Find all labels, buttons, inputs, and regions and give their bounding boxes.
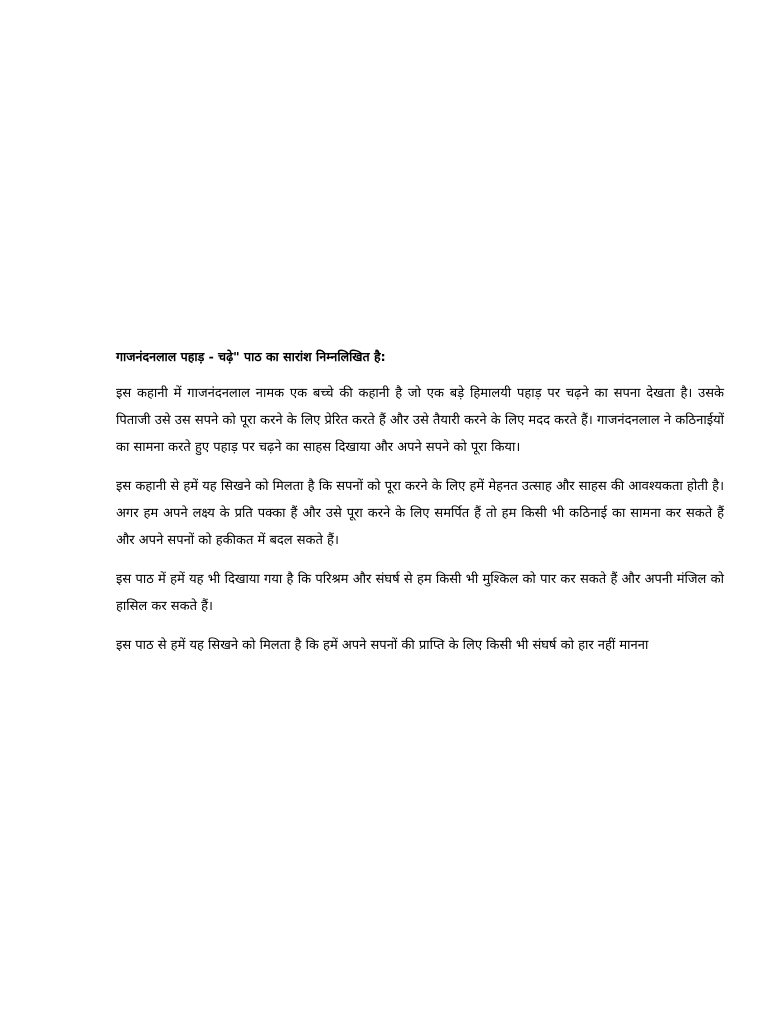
summary-heading: गाजनंदनलाल पहाड़ - चढ़े" पाठ का सारांश निम्नलिखित है: [116,349,386,364]
paragraph-hard-work: इस पाठ में हमें यह भी दिखाया गया है कि परिश्रम और संघर्ष से हम किसी भी मुश्किल को पार कर सकते हैं और अपनी मंजिल को हासिल कर सकते हैं। [116,572,724,614]
document-body [116,344,724,671]
paragraph-story: इस कहानी में गाजनंदनलाल नामक एक बच्चे की कहानी है जो एक बड़े हिमालयी पहाड़ पर चढ़ने का सपना देखता है। उसके पिताजी उसे उस सपने को पूरा करने के लिए प्रेरित करते हैं और उसे तैयारी करने के लिए मदद करते हैं। गाजनंदनलाल ने कठिनाईयों का सामना करते हुए पहाड़ पर चढ़ने का साहस दिखाया और अपने सपने को पूरा किया। [116,386,724,455]
paragraph-never-give-up: इस पाठ से हमें यह सिखने को मिलता है कि हमें अपने सपनों की प्राप्ति के लिए किसी भी संघर्ष को हार नहीं मानना [116,638,649,653]
paragraph-lesson: इस कहानी से हमें यह सिखने को मिलता है कि सपनों को पूरा करने के लिए हमें मेहनत उत्साह और साहस की आवश्यकता होती है। अगर हम अपने लक्ष्य के प्रति पक्का हैं और उसे पूरा करने के लिए समर्पित हैं तो हम किसी भी कठिनाई का सामना कर सकते हैं और अपने सपनों को हकीकत में बदल सकते हैं। [116,479,724,548]
